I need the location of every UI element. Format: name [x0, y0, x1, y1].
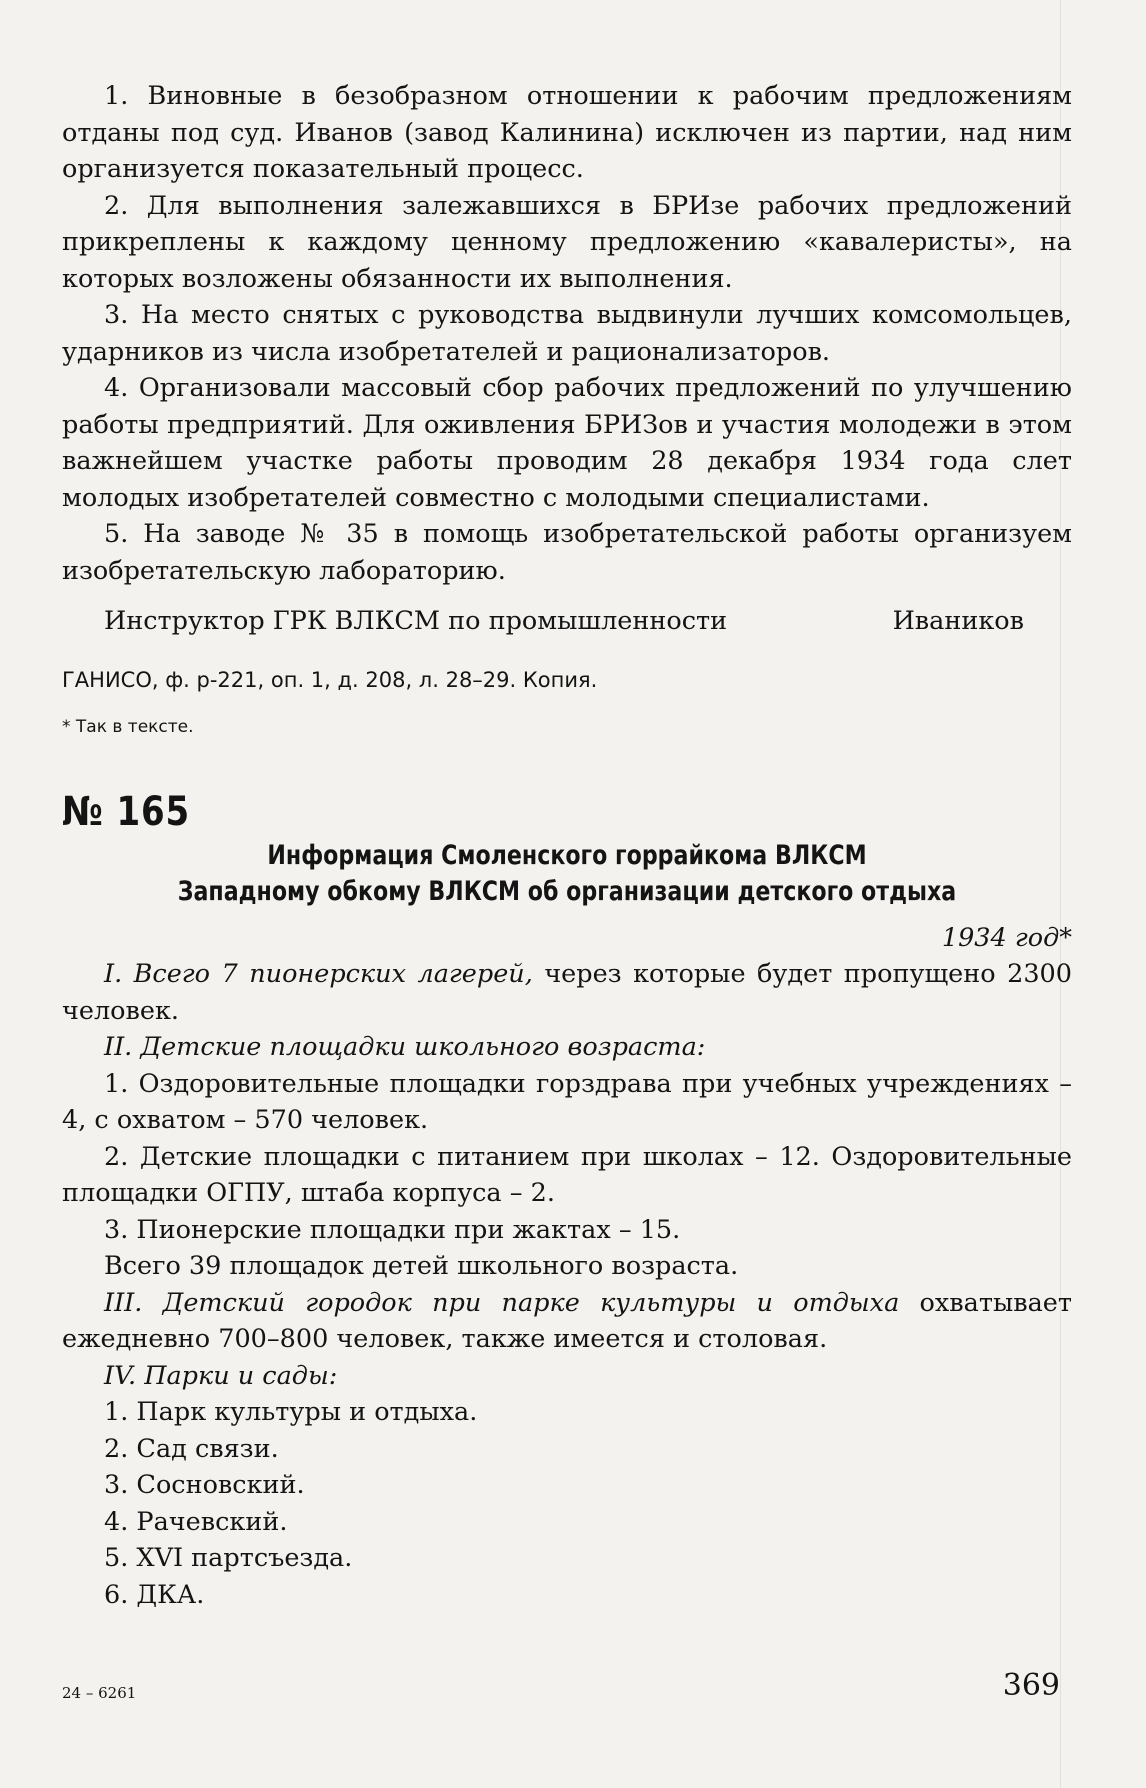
title-line: Информация Смоленского горрайкома ВЛКСМ: [267, 839, 867, 871]
page-body: [62, 78, 1072, 1613]
document-title: [153, 838, 981, 910]
list-item: 1. Парк культуры и отдыха.: [104, 1397, 478, 1427]
section-total: Всего 39 площадок детей школьного возраста.: [104, 1251, 739, 1281]
list-item: 3. Сосновский.: [104, 1470, 305, 1500]
signature-mark: 24 – 6261: [62, 1684, 137, 1702]
section-heading: IV. Парки и сады:: [104, 1360, 338, 1391]
section-heading: I. Всего 7 пионерских лагерей,: [104, 959, 533, 989]
list-item: 6. ДКА.: [104, 1579, 205, 1610]
parks-list: [62, 1394, 1072, 1613]
signature-name: Иваников: [892, 606, 1024, 636]
document-number: № 165: [62, 788, 190, 835]
section-heading: II. Детские площадки школьного возраста:: [104, 1032, 706, 1062]
archive-source: ГАНИСО, ф. р-221, оп. 1, д. 208, л. 28–29. Копия.: [62, 667, 598, 692]
list-item: 2. Детские площадки с питанием при школах – 12. Оздоровительные площадки ОГПУ, штаба корпуса – 2.: [62, 1141, 1072, 1208]
list-item: 2. Сад связи.: [104, 1433, 279, 1464]
paragraph: 2. Для выполнения залежавшихся в БРИзе рабочих предложений прикреплены к каждому ценному предложению «кавалеристы», на которых возложены обязанности их выполнения.: [62, 190, 1072, 294]
paragraph: 3. На место снятых с руководства выдвинули лучших комсомольцев, ударников из числа изобретателей и рационализаторов.: [62, 300, 1072, 367]
signature-block: [62, 603, 1024, 640]
section-text: через которые будет пропущено 2300 человек.: [62, 959, 1072, 1026]
paragraph: 1. Виновные в безобразном отношении к рабочим предложениям отданы под суд. Иванов (завод Калинина) исключен из партии, над ним организуется показательный процесс.: [62, 81, 1072, 184]
paragraph: 5. На заводе № 35 в помощь изобретательской работы организуем изобретательскую лабораторию.: [62, 519, 1072, 586]
footnote: * Так в тексте.: [62, 716, 194, 737]
section-heading: III. Детский городок при парке культуры и отдыха: [104, 1287, 900, 1318]
list-item: 1. Оздоровительные площадки горздрава при учебных учреждениях – 4, с охватом – 570 человек.: [62, 1068, 1072, 1135]
document-date: 1934 год*: [941, 922, 1072, 953]
list-item: 5. XVI партсъезда.: [104, 1543, 353, 1573]
list-item: 4. Рачевский.: [104, 1506, 288, 1537]
section-text: охватывает ежедневно 700–800 человек, также имеется и столовая.: [62, 1287, 1072, 1354]
signature-title: Инструктор ГРК ВЛКСМ по промышленности: [104, 606, 728, 636]
list-item: 3. Пионерские площадки при жактах – 15.: [104, 1214, 681, 1245]
title-line: Западному обкому ВЛКСМ об организации детского отдыха: [177, 875, 957, 907]
section-3: [62, 1285, 1072, 1358]
section-1: [62, 956, 1072, 1029]
paragraph: 4. Организовали массовый сбор рабочих предложений по улучшению работы предприятий. Для оживления БРИЗов и участия молодежи в этом важнейшем участке работы проводим 28 декабря 1934 года слет молодых изобретателей совместно с молодыми специалистами.: [62, 373, 1072, 513]
page-number: 369: [1002, 1668, 1060, 1703]
